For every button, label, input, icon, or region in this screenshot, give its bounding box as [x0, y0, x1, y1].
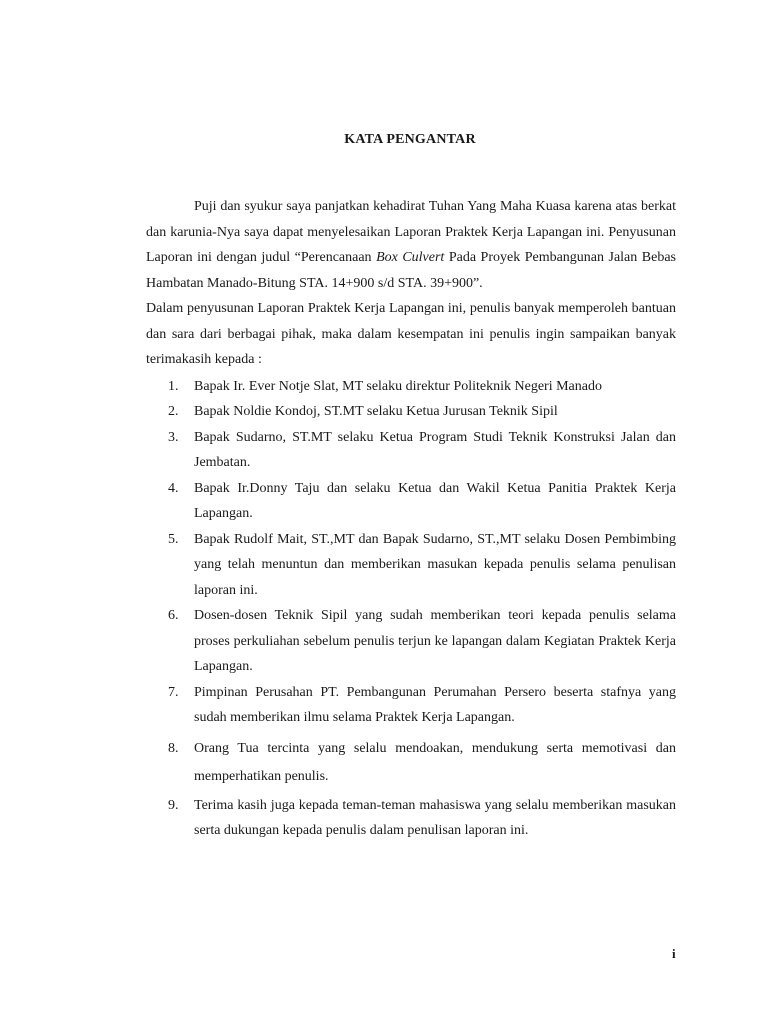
list-item-text: Bapak Ir.Donny Taju dan selaku Ketua dan Wakil Ketua Panitia Praktek Kerja Lapangan.: [194, 480, 676, 521]
list-item-text: Pimpinan Perusahan PT. Pembangunan Perumahan Persero beserta stafnya yang sudah memberikan ilmu selama Praktek Kerja Lapangan.: [194, 684, 676, 725]
intro-italic-term: Box Culvert: [376, 250, 445, 265]
list-item-text: Terima kasih juga kepada teman-teman mahasiswa yang selalu memberikan masukan serta dukungan kepada penulis dalam penulisan laporan ini.: [194, 797, 676, 838]
acknowledgement-paragraph: Dalam penyusunan Laporan Praktek Kerja Lapangan ini, penulis banyak memperoleh bantuan dan sara dari berbagai pihak, maka dalam kesempatan ini penulis ingin sampaikan banyak terimakasih kepada :: [146, 301, 676, 367]
list-item-number: 5.: [168, 531, 179, 547]
page-number: i: [672, 946, 676, 961]
list-item: [146, 425, 676, 476]
document-body: [146, 194, 676, 844]
list-item-text: Dosen-dosen Teknik Sipil yang sudah memberikan teori kepada penulis selama proses perkuliahan sebelum penulis terjun ke lapangan dalam Kegiatan Praktek Kerja Lapangan.: [194, 608, 676, 674]
list-item-number: 2.: [168, 404, 179, 419]
list-item: [146, 527, 676, 604]
list-item-text: Bapak Noldie Kondoj, ST.MT selaku Ketua Jurusan Teknik Sipil: [194, 404, 558, 419]
list-item: [146, 603, 676, 680]
list-item-text: Bapak Rudolf Mait, ST.,MT dan Bapak Sudarno, ST.,MT selaku Dosen Pembimbing yang telah menuntun dan memberikan masukan kepada penulis selama penulisan laporan ini.: [194, 531, 676, 598]
list-item: [146, 793, 676, 844]
intro-paragraph: [146, 194, 676, 296]
list-item: [146, 735, 676, 791]
list-item-number: 6.: [168, 608, 179, 623]
list-item-number: 8.: [168, 740, 179, 756]
list-item-number: 7.: [168, 684, 179, 700]
list-item-number: 3.: [168, 429, 179, 445]
list-item: [146, 680, 676, 731]
intro-text-after: Pada Proyek Pembangunan Jalan Bebas Hambatan Manado-Bitung STA. 14+900 s/d STA. 39+900”.: [146, 250, 676, 291]
list-item-number: 1.: [168, 378, 179, 394]
acknowledgement-list: [146, 374, 676, 844]
intro-text-before: Puji dan syukur saya panjatkan kehadirat Tuhan Yang Maha Kuasa karena atas berkat dan karunia-Nya saya dapat menyelesaikan Laporan Praktek Kerja Lapangan ini. Penyusunan Laporan ini dengan judul “Perencanaan: [146, 199, 676, 265]
list-item-text: Bapak Sudarno, ST.MT selaku Ketua Program Studi Teknik Konstruksi Jalan dan Jembatan.: [194, 429, 676, 470]
page-title: KATA PENGANTAR: [344, 132, 476, 147]
list-item: [146, 476, 676, 527]
list-item-text: Bapak Ir. Ever Notje Slat, MT selaku direktur Politeknik Negeri Manado: [194, 378, 602, 394]
list-item-text: Orang Tua tercinta yang selalu mendoakan, mendukung serta memotivasi dan memperhatikan penulis.: [194, 740, 676, 784]
list-item-number: 4.: [168, 480, 179, 496]
list-item-number: 9.: [168, 797, 179, 813]
list-item: [146, 399, 676, 425]
list-item: [146, 374, 676, 400]
